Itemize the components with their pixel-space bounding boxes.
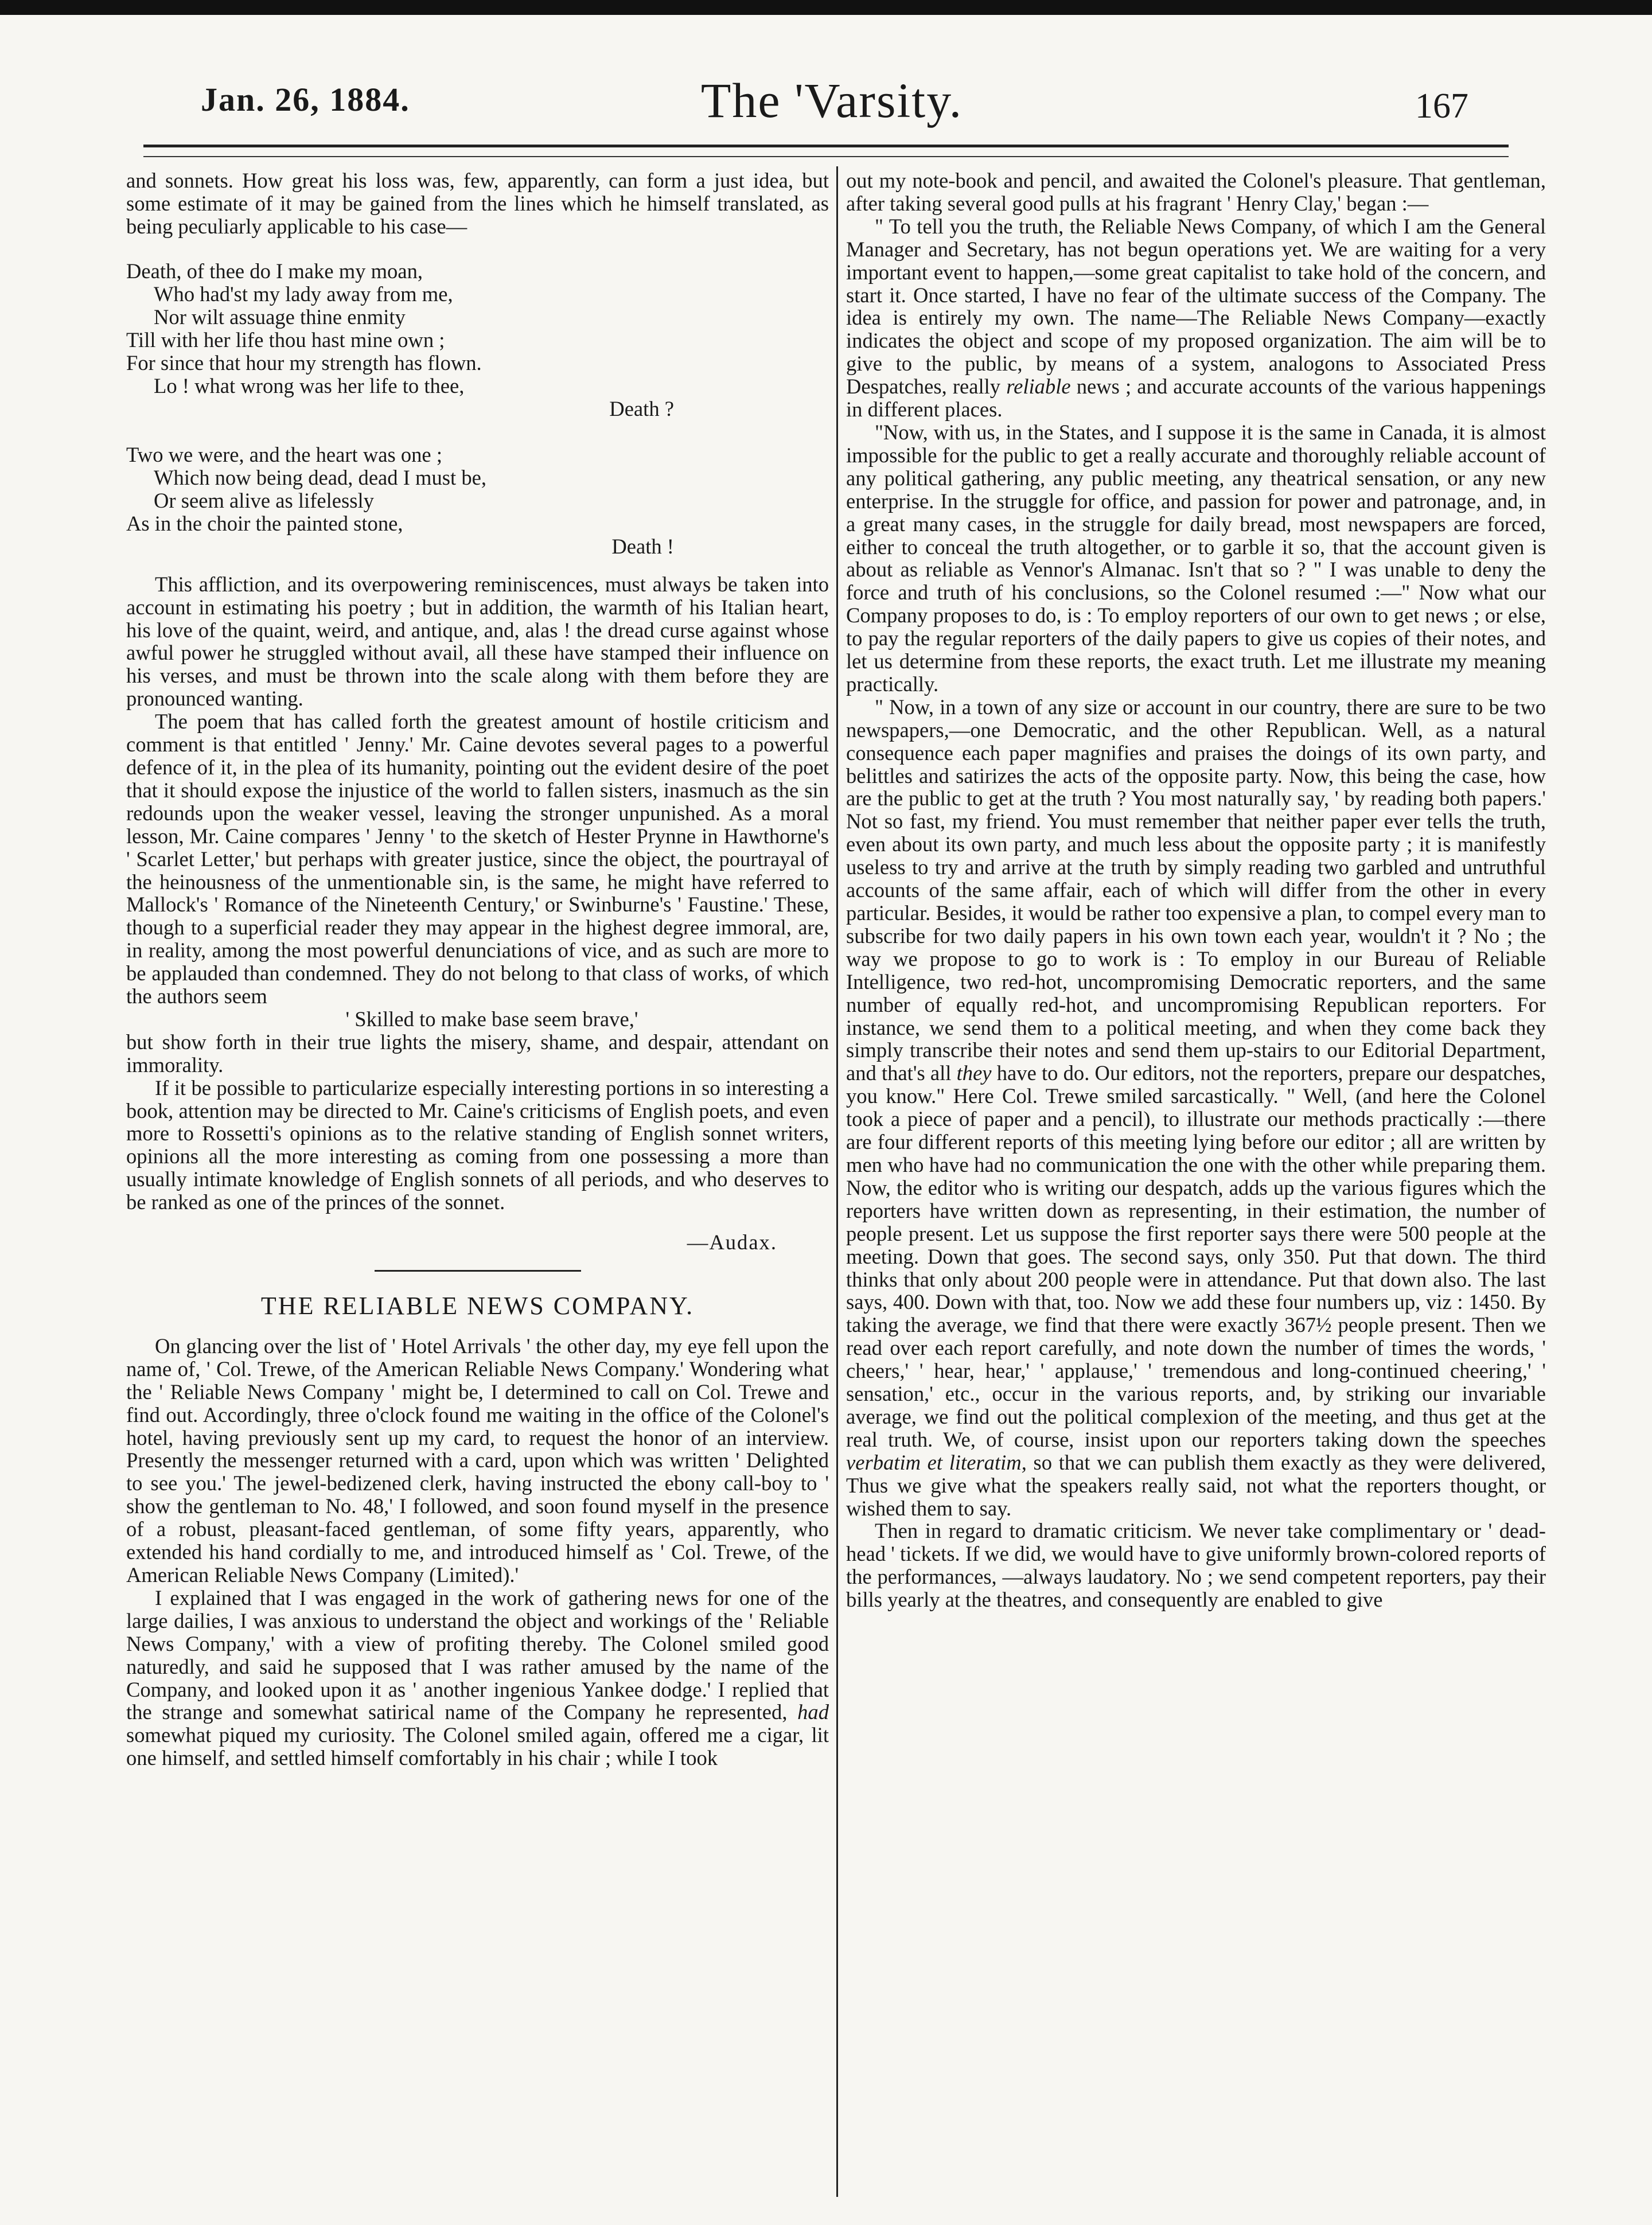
poem-line: Lo ! what wrong was her life to thee, <box>154 373 465 398</box>
poem-line: Who had'st my lady away from me, <box>154 282 453 306</box>
right-paragraph: " To tell you the truth, the Reliable News Company, of which I am the General Manager and Secretary, has not begun operations yet. We are waiting for a very important event to happen,—some great capitalist to take hold of the concern, and start it. Once started, I have no fear of the ultimate success of the Company. The idea is entirely my own. The name—The Reliable News Company—exactly indicates the object and scope of my proposed organization. The aim will be to give to the public, by means of a system, analogons to Associated Press Despatches, really reliable news ; and accurate accounts of the various happenings in different places. <box>846 214 1546 422</box>
block-quote: ' Skilled to make base seem brave,' <box>345 1007 638 1031</box>
left-intro-paragraph: and sonnets. How great his loss was, few, apparently, can form a just idea, but some estimate of it may be gained from the lines which he himself translated, as being peculiarly applicable to his case— <box>126 169 829 238</box>
poem-line: Which now being dead, dead I must be, <box>154 465 486 489</box>
poem-line: Death ? <box>609 396 674 420</box>
left-paragraph: I explained that I was engaged in the work of gathering news for one of the large dailies, I was anxious to understand the object and workings of the ' Reliable News Company,' with a view of profiting thereby. The Colonel smiled good naturedly, and said he supposed that I was rather amused by the name of the Company, and looked upon it as ' another ingenious Yankee dodge.' I replied that the strange and somewhat satirical name of the Company he represented, had somewhat piqued my curiosity. The Colonel smiled again, offered me a cigar, lit one himself, and settled himself comfortably in his chair ; while I took <box>126 1585 829 1770</box>
poem <box>126 260 829 558</box>
right-paragraph: out my note-book and pencil, and awaited the Colonel's pleasure. That gentleman, after taking several good pulls at his fragrant ' Henry Clay,' began :— <box>846 169 1546 215</box>
poem-line: Two we were, and the heart was one ; <box>126 442 442 466</box>
header-title: The 'Varsity. <box>700 73 963 128</box>
header-rule-thick <box>143 145 1509 147</box>
left-paragraph: The poem that has called forth the greatest amount of hostile criticism and comment is that entitled ' Jenny.' Mr. Caine devotes several pages to a powerful defence of it, in the plea of its humanity, pointing out the evident desire of the poet that it should expose the injustice of the world to fallen sisters, inasmuch as the sin redounds upon the weaker vessel, leaving the stronger unpunished. As a moral lesson, Mr. Caine compares ' Jenny ' to the sketch of Hester Prynne in Hawthorne's ' Scarlet Letter,' but perhaps with greater justice, since the object, the pourtrayal of the heinousness of the unmentionable sin, is the same, he might have referred to Mallock's ' Romance of the Nineteenth Century,' or Swinburne's ' Faustine.' These, though to a superficial reader they may appear in the highest degree immoral, are, in reality, among the most powerful denunciations of vice, and as such are more to be applauded than condemned. They do not belong to that class of works, of which the authors seem <box>126 710 829 1008</box>
right-paragraph: Then in regard to dramatic criticism. We never take complimentary or ' dead-head ' tickets. If we did, we would have to give uniformly brown-colored reports of the performances, —always laudatory. No ; we send competent reporters, pay their bills yearly at the theatres, and consequently are enabled to give <box>846 1519 1546 1612</box>
column-divider <box>836 166 838 2197</box>
section-separator <box>375 1270 581 1272</box>
author-signature: —Audax. <box>687 1230 777 1254</box>
right-paragraph: "Now, with us, in the States, and I suppose it is the same in Canada, it is almost impossible for the public to get a really accurate and thoroughly reliable account of any political gathering, any public meeting, any theatrical sensation, or any new enterprise. In the struggle for office, and passion for power and patronage, and, in a great many cases, in the struggle for daily bread, most newspapers are forced, either to conceal the truth altogether, or to garble it so, that the account given is about as reliable as Vennor's Almanac. Isn't that so ? " I was unable to deny the force and truth of his conclusions, so the Colonel resumed :—" Now what our Company proposes to do, is : To employ reporters of our own to get news ; or else, to pay the regular reporters of the daily papers to give us copies of their notes, and let us determine from these reports, the exact truth. Let me illustrate my meaning practically. <box>846 420 1546 696</box>
page-top-edge <box>0 0 1652 15</box>
right-paragraph: " Now, in a town of any size or account in our country, there are sure to be two newspapers,—one Democratic, and the other Republican. Well, as a natural consequence each paper magnifies and praises the doings of its own party, and belittles and satirizes the acts of the opposite party. Now, this being the case, how are the public to get at the truth ? You most naturally say, ' by reading both papers.' Not so fast, my friend. You must remember that neither paper ever tells the truth, even about its own party, and much less about the opposite party ; it is manifestly useless to try and arrive at the truth by simply reading two garbled and untruthful accounts of the same affair, each of which will differ from the other in every particular. Besides, it would be rather too expensive a plan, to compel every man to subscribe for two daily papers in his own town each year, wouldn't it ? No ; the way we propose to go to work is : To employ in our Bureau of Reliable Intelligence, two red-hot, uncompromising Democratic reporters, and the same number of equally red-hot, and uncompromising Republican reporters. For instance, we send them to a political meeting, and when they come back they simply transcribe their notes and send them up-stairs to our Editorial Department, and that's all they have to do. Our editors, not the reporters, prepare our despatches, you know." Here Col. Trewe smiled sarcastically. " Well, (and here the Colonel took a piece of paper and a pencil), to illustrate our methods practically :—there are four different reports of this meeting lying before our editor ; all are written by men who have had no communication the one with the other while preparing them. Now, the editor who is writing our despatch, adds up the various figures which the reporters have written down as representing, in their estimation, the number of people present. Let us suppose the first reporter says there were 500 people at the meeting. Down that goes. The second says, only 350. Put that down. The third thinks that only about 200 people were in attendance. Put that down also. The last says, 400. Down with that, too. Now we add these four numbers up, viz : 1450. By taking the average, we find that there were exactly 367½ people present. Then we read over each report carefully, and note down the number of times the words, ' cheers,' ' hear, hear,' ' applause,' ' tremendous and long-continued cheering,' ' sensation,' etc., occur in the various reports, and, by striking our invariable average, we find out the political complexion of the meeting, and thus get at the real truth. We, of course, insist upon our reporters taking down the speeches verbatim et literatim, so that we can publish them exactly as they were delivered, Thus we give what the speakers really said, not what the reporters thought, or wished them to say. <box>846 695 1546 1520</box>
right-column <box>846 169 1546 2205</box>
left-paragraph: On glancing over the list of ' Hotel Arrivals ' the other day, my eye fell upon the name of, ' Col. Trewe, of the American Reliable News Company.' Wondering what the ' Reliable News Company ' might be, I determined to call on Col. Trewe and find out. Accordingly, three o'clock found me waiting in the office of the Colonel's hotel, having previously sent up my card, to request the honor of an interview. Presently the messenger returned with a card, upon which was written ' Delighted to see you.' The jewel-bedizened clerk, having instructed the ebony call-boy to ' show the gentleman to No. 48,' I followed, and soon found myself in the presence of a robust, pleasant-faced gentleman, of some fifty years, apparently, who extended his hand cordially to me, and introduced himself as ' Col. Trewe, of the American Reliable News Company (Limited).' <box>126 1334 829 1587</box>
left-paragraph: If it be possible to particularize especially interesting portions in so interesting a book, attention may be directed to Mr. Caine's criticisms of English poets, and even more to Rossetti's opinions as to the relative standing of English sonnet writers, opinions all the more interesting as coming from one possessing a more than usually intimate knowledge of English sonnets of all periods, and who deserves to be ranked as one of the princes of the sonnet. <box>126 1076 829 1214</box>
header-rule-thin <box>143 156 1509 157</box>
poem-line: Till with her life thou hast mine own ; <box>126 328 445 352</box>
poem-line: Death ! <box>611 534 674 558</box>
page-header <box>189 69 1474 143</box>
header-page-number: 167 <box>1415 87 1468 126</box>
poem-line: As in the choir the painted stone, <box>126 511 403 535</box>
poem-line: Death, of thee do I make my moan, <box>126 259 423 283</box>
left-column <box>126 169 829 2205</box>
poem-line: Nor wilt assuage thine enmity <box>154 305 406 329</box>
header-date: Jan. 26, 1884. <box>201 81 410 118</box>
poem-line: For since that hour my strength has flown. <box>126 350 482 375</box>
left-paragraph: but show forth in their true lights the misery, shame, and despair, attendant on immorality. <box>126 1030 829 1077</box>
left-paragraph: This affliction, and its overpowering reminiscences, must always be taken into account in estimating his poetry ; but in addition, the warmth of his Italian heart, his love of the quaint, weird, and antique, and, alas ! the dread curse against whose awful power he struggled without avail, all these have stamped their influence on his verses, and must be thrown into the scale along with them before they are pronounced wanting. <box>126 572 829 711</box>
poem-line: Or seem alive as lifelessly <box>154 488 374 512</box>
article-title: THE RELIABLE NEWS COMPANY. <box>260 1292 695 1320</box>
